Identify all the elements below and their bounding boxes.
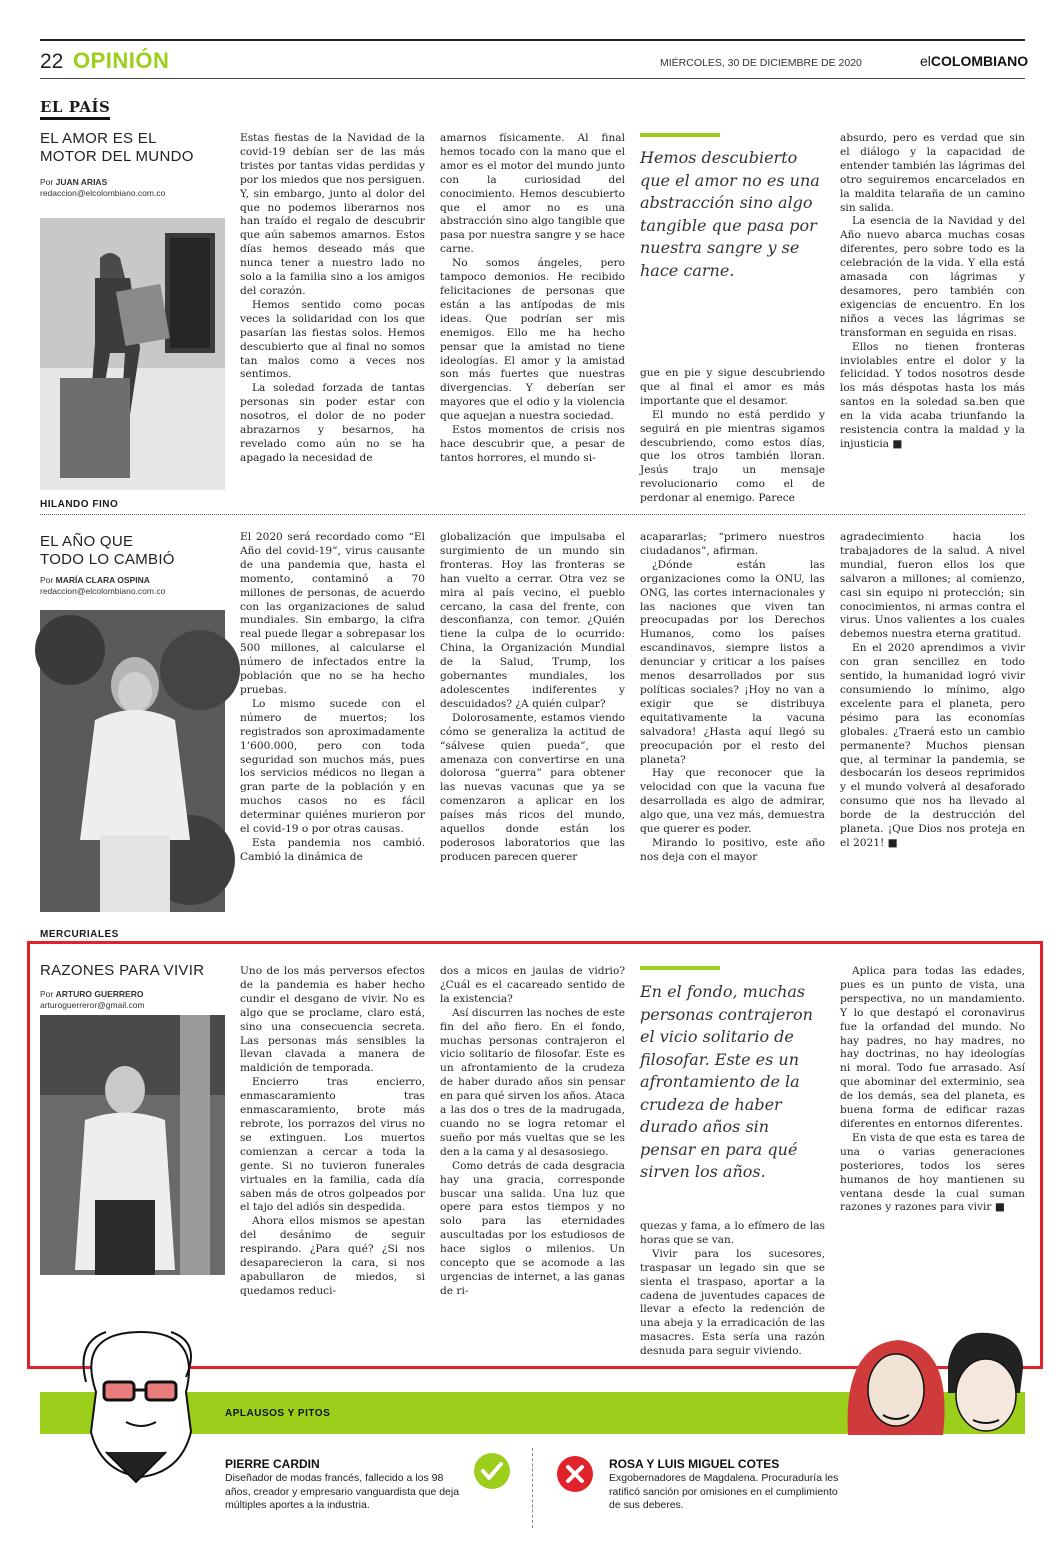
- pito-name: ROSA Y LUIS MIGUEL COTES: [609, 1457, 780, 1471]
- caricature-pierre-cardin: [66, 1322, 216, 1482]
- article1-paragraph: El mundo no está perdido y seguirá en pie mientras sigamos descubriendo, como estos días, que los otros también lloran. Jesús trajo un mensaje revolucionario como el de perdonar al enemigo. Parece: [640, 408, 825, 505]
- article1-paragraph: gue en pie y sigue descubriendo que al final el amor es más importante que el desamor.: [640, 367, 825, 407]
- author-name: ARTURO GUERRERO: [55, 989, 144, 999]
- article2-column-2: [440, 531, 625, 921]
- article3-paragraph: Vivir para los sucesores, traspasar un legado sin que se sienta el traspaso, aportar a la cadena de juventudes capaces de llevar a efecto la redención de una abeja y la erradicación de las masacres. Esta sería una razón desnuda para seguir viviendo.: [640, 1247, 825, 1358]
- article2-paragraph: En el 2020 aprendimos a vivir con gran sencillez en todo sentido, la humanidad logró vivir consumiendo lo mínimo, algo excelente para el planeta, pero pésimo para las economías globales. ¿Traerá esto un cambio permanente? Muchos piensan que, al terminar la pandemia, se desbocarán los deseos reprimidos y el mundo volverá al desaforado consumo que nos ha llevado al borde de la destrucción del planeta. ¡Que Dios nos proteja en el 2021! ■: [840, 642, 1025, 849]
- issue-date: MIÉRCOLES, 30 DE DICIEMBRE DE 2020: [660, 57, 862, 69]
- article1-paragraph: amarnos físicamente. Al final hemos tocado con la mano que el amor es el motor del mundo junto con la curiosidad del conocimiento. Hemos descubierto que el amor no es una abstracción sino algo tangible que pasa por nuestra sangre y se hace carne.: [440, 132, 625, 256]
- article3-paragraph: quezas y fama, a lo efímero de las horas que se van.: [640, 1220, 825, 1246]
- article3-title: RAZONES PARA VIVIR: [40, 962, 205, 979]
- article1-paragraph: No somos ángeles, pero tampoco demonios. He recibido felicitaciones de personas que están a las antípodas de mis ideas. Que podrían ser mis enemigos. Ello me ha hecho pensar que la amistad no tiene ideologías. El amor y la amistad son más fuertes que nuestras divergencias. Y deberían ser mayores que el odio y la violencia que aquejan a nuestra sociedad.: [440, 257, 625, 423]
- author-photo-statue: [40, 218, 225, 490]
- article1-column-2: [440, 132, 625, 492]
- article2-paragraph: Lo mismo sucede con el número de muertos; los registrados son aproximadamente 1’600.000, pero con toda seguridad son muchos más, pues los servicios médicos no llegan a gran parte de la población y en muchos casos no es fácil determinar quiénes murieron por el covid-19 o por otras causas.: [240, 697, 425, 836]
- author-email: redaccion@elcolombiano.com.co: [40, 586, 166, 596]
- quote-accent-bar: [640, 133, 720, 137]
- article2-title-line1: EL AÑO QUE: [40, 533, 134, 550]
- article2-title-line2: TODO LO CAMBIÓ: [40, 551, 175, 568]
- author-name: JUAN ARIAS: [55, 177, 108, 187]
- article1-paragraph: Estas fiestas de la Navidad de la covid-19 debían ser de las más tristes por tantas vidas perdidas y por los miedos que nos persiguen. Y, sin embargo, junto al dolor del que no podemos liberarnos nos han traído el regalo de descubrir que aún sabemos amarnos. Estos días hemos deseado más que nunca tener a nuestro lado no solo a la familia sino a los amigos del corazón.: [240, 132, 425, 297]
- author-email: redaccion@elcolombiano.com.co: [40, 188, 166, 198]
- byline-prefix: Por: [40, 177, 54, 187]
- aplausos-title: APLAUSOS Y PITOS: [225, 1408, 331, 1419]
- article2-paragraph: acapararlas; “primero nuestros ciudadanos”, afirman.: [640, 531, 825, 557]
- article3-pull-quote: En el fondo, muchas personas contrajeron el vicio solitario de filosofar. Este es un afrontamiento de la crudeza de haber durado años sin pensar en para qué sirven los años.: [640, 982, 813, 1181]
- article1-column-3: [640, 367, 825, 505]
- article3-paragraph: Aplica para todas las edades, pues es un punto de vista, una perspectiva, no un mandamiento. Y lo que destapó el coronavirus fue la orfandad del mundo. No hay padres, no hay madres, no hay doctrinas, no hay ideologías ni moral. Todo fue arrasado. Así que abominar del exterminio, sea de los demás, sea del planeta, es buena forma de edificar razas diferentes en entornos diferentes.: [840, 965, 1025, 1130]
- article2-paragraph: Hay que reconocer que la velocidad con que la vacuna fue desarrollada es algo de admirar, algo que, una vez más, demuestra que querer es poder.: [640, 767, 825, 836]
- article1-byline: [40, 177, 165, 199]
- kicker-el-pais: EL PAÍS: [40, 98, 110, 120]
- kicker-hilando-fino: HILANDO FINO: [40, 499, 119, 510]
- article1-title-line1: EL AMOR ES EL: [40, 130, 157, 147]
- x-icon: [556, 1455, 594, 1493]
- article1-title: [40, 130, 194, 166]
- article3-column-4: [840, 965, 1025, 1357]
- article2-byline: [40, 575, 165, 597]
- article1-paragraph: absurdo, pero es verdad que sin el diálogo y la capacidad de entender también las lágrimas del otro seguiremos encarcelados en la maldita telaraña de un camino sin salida.: [840, 132, 1025, 214]
- article3-paragraph: Así discurren las noches de este fin del año fiero. En el fondo, muchas personas contrajeron el vicio solitario de filosofar. Este es un afrontamiento de la crudeza de haber durado años sin pensar en para qué sirven los años. Ataca a las dos o tres de la madrugada, cuando no se logra retomar el sueño por más vueltas que se les den a la cama y al desasosiego.: [440, 1006, 625, 1158]
- aplauso-name: PIERRE CARDIN: [225, 1457, 320, 1471]
- article1-paragraph: Hemos sentido como pocas veces la solidaridad con los que pasarían las fiestas solos. Hemos descubierto que al final no somos tan malos como a veces nos sentimos.: [240, 298, 425, 381]
- brand-prefix: el: [920, 53, 931, 69]
- kicker-mercuriales: MERCURIALES: [40, 929, 119, 940]
- article2-paragraph: ¿Dónde están las organizaciones como la ONU, las ONG, las cortes internacionales y las naciones que viven tan preocupadas por los Derechos Humanos, como los países escandinavos, siempre listos a denunciar y criticar a los países menos desarrollados por sus políticas sociales? ¡Hoy no van a exigir que se distribuya equitativamente la vacuna salvadora! ¿Hasta aquí llegó su preocupación por el resto del planeta?: [640, 558, 825, 766]
- article1-paragraph: La esencia de la Navidad y del Año nuevo abarca muchas cosas diferentes, pero sobre todo es la celebración de la vida. Y ella está amasada con lágrimas y desamores, pero también con exigencias de encuentro. En los niños a veces las lágrimas se transforman en seguida en risas.: [840, 215, 1025, 339]
- article1-paragraph: La soledad forzada de tantas personas sin poder estar con nosotros, el dolor de no poder abrazarnos y besarnos, ha revelado como aún no se ha apagado la necesidad de: [240, 382, 425, 464]
- article3-column-3: [640, 1220, 825, 1356]
- article2-title: [40, 533, 175, 569]
- author-name: MARÍA CLARA OSPINA: [55, 575, 150, 585]
- article2-column-3: [640, 531, 825, 921]
- byline-prefix: Por: [40, 989, 54, 999]
- section-divider: [40, 514, 1025, 515]
- article3-paragraph: Uno de los más perversos efectos de la pandemia es haber hecho cundir el desgano de vivir. No es algo que se proclame, claro está, sino una consecuencia secreta. Las personas más sensibles la llevan clavada a manera de maldición de temporada.: [240, 965, 425, 1075]
- article3-paragraph: dos a micos en jaulas de vidrio? ¿Cuál es el cacareado sentido de la existencia?: [440, 965, 625, 1005]
- article2-column-4: [840, 531, 1025, 921]
- article3-paragraph: Ahora ellos mismos se apestan del desánimo de seguir respirando. ¿Para qué? ¿Si nos desaparecieron la cara, si nos apabullaron de miedos, si quedamos reduci-: [240, 1215, 425, 1297]
- article1-column-1: [240, 132, 425, 492]
- author-photo-man: [40, 1015, 225, 1275]
- caricature-cotes: [838, 1325, 1028, 1445]
- header-bottom-rule: [40, 78, 1025, 79]
- article1-column-4: [840, 132, 1025, 492]
- article2-column-1: [240, 531, 425, 921]
- article1-paragraph: Estos momentos de crisis nos hace descubrir que, a pesar de tantos horrores, el mundo si-: [440, 424, 625, 464]
- author-photo-woman: [40, 610, 225, 912]
- aplauso-description: Diseñador de modas francés, fallecido a los 98 años, creador y empresario vanguardista que deja múltiples aportes a la industria.: [225, 1472, 460, 1511]
- article2-paragraph: agradecimiento hacia los trabajadores de la salud. A nivel mundial, fueron ellos los que salvaron a millones; al comienzo, casi sin equipo ni protección; sin conocimientos, ni armas contra el virus. Unos valientes a los cuales debemos nuestra eterna gratitud.: [840, 531, 1025, 641]
- pito-description: Exgobernadores de Magdalena. Procuraduría les ratificó sanción por omisiones en el cumplimiento de sus deberes.: [609, 1472, 839, 1511]
- header-rule: [40, 39, 1025, 41]
- article3-byline: [40, 989, 145, 1011]
- article2-paragraph: Esta pandemia nos cambió. Cambió la dinámica de: [240, 836, 425, 863]
- aplausos-divider: [532, 1448, 533, 1528]
- brand-name: COLOMBIANO: [930, 53, 1029, 69]
- article3-paragraph: Como detrás de cada desgracia hay una gracia, corresponde buscar una salida. Una luz que opere para estos tiempos y no solo para las eternidades auscultadas por los estudiosos de hace siglos o milenios. Un concepto que se acomode a las urgencias de internet, a las ganas de ri-: [440, 1159, 625, 1297]
- check-icon: [473, 1452, 511, 1490]
- article1-paragraph: Ellos no tienen fronteras inviolables entre el dolor y la felicidad. Y todos nosotros desde los más déspotas hasta los más santos en la soledad sa.ben que en la vida acaba triunfando la resistencia contra la maldad y la injusticia ■: [840, 340, 1025, 450]
- article3-column-1: [240, 965, 425, 1357]
- article3-paragraph: En vista de que esta es tarea de una o varias generaciones posteriores, todos los seres humanos de hoy mantienen su ventana desde la cual suman razones y razones para vivir ■: [840, 1131, 1025, 1214]
- brand-logo: [920, 53, 1028, 69]
- article3-paragraph: Encierro tras encierro, enmascaramiento tras enmascaramiento, brote más rebrote, los porrazos del virus no se extinguen. Los muertos comienzan a cercar a toda la gente. Si no tuvieron funerales virtuales en la familia, cada día saben más de otros golpeados por el tajo del adiós sin despedida.: [240, 1076, 425, 1214]
- page-number: 22: [40, 50, 64, 73]
- article2-paragraph: Dolorosamente, estamos viendo cómo se generaliza la actitud de “sálvese quien pueda”, que amenaza con convertirse en una dolorosa “guerra” para obtener las nuevas vacunas que ya se comenzaron a aplicar en los países más ricos del mundo, aquellos donde están los poderosos laboratorios que las producen parecen querer: [440, 711, 625, 863]
- article2-paragraph: El 2020 será recordado como “El Año del covid-19”, virus causante de una pandemia que, hasta el momento, contaminó a 70 millones de personas, de acuerdo con las organizaciones de salud mundiales. Sin embargo, la cifra real puede llegar a sobrepasar los 500 millones, al calcularse el número de infectados entre la población que no se ha hecho pruebas.: [240, 531, 425, 696]
- article2-paragraph: globalización que impulsaba el surgimiento de un mundo sin fronteras. Hoy las fronteras se han vuelto a cerrar. Otra vez se mira al país vecino, el pueblo cercano, la casa del frente, con desconfianza, con temor. ¿Quién tiene la culpa de lo ocurrido: China, la Organización Mundial de la Salud, Trump, los gobernantes mundiales, los adolescentes indiferentes y descuidados? ¿A quién culpar?: [440, 531, 625, 710]
- article3-column-2: [440, 965, 625, 1357]
- article1-pull-quote: Hemos descubierto que el amor no es una abstracción sino algo tangible que pasa por nuestra sangre y se hace carne.: [640, 148, 820, 280]
- quote-accent-bar: [640, 966, 720, 970]
- author-email: arturoguerreror@gmail.com: [40, 1000, 145, 1010]
- article1-title-line2: MOTOR DEL MUNDO: [40, 148, 194, 165]
- article2-paragraph: Mirando lo positivo, este año nos deja con el mayor: [640, 836, 825, 863]
- byline-prefix: Por: [40, 575, 54, 585]
- section-title: OPINIÓN: [73, 48, 170, 73]
